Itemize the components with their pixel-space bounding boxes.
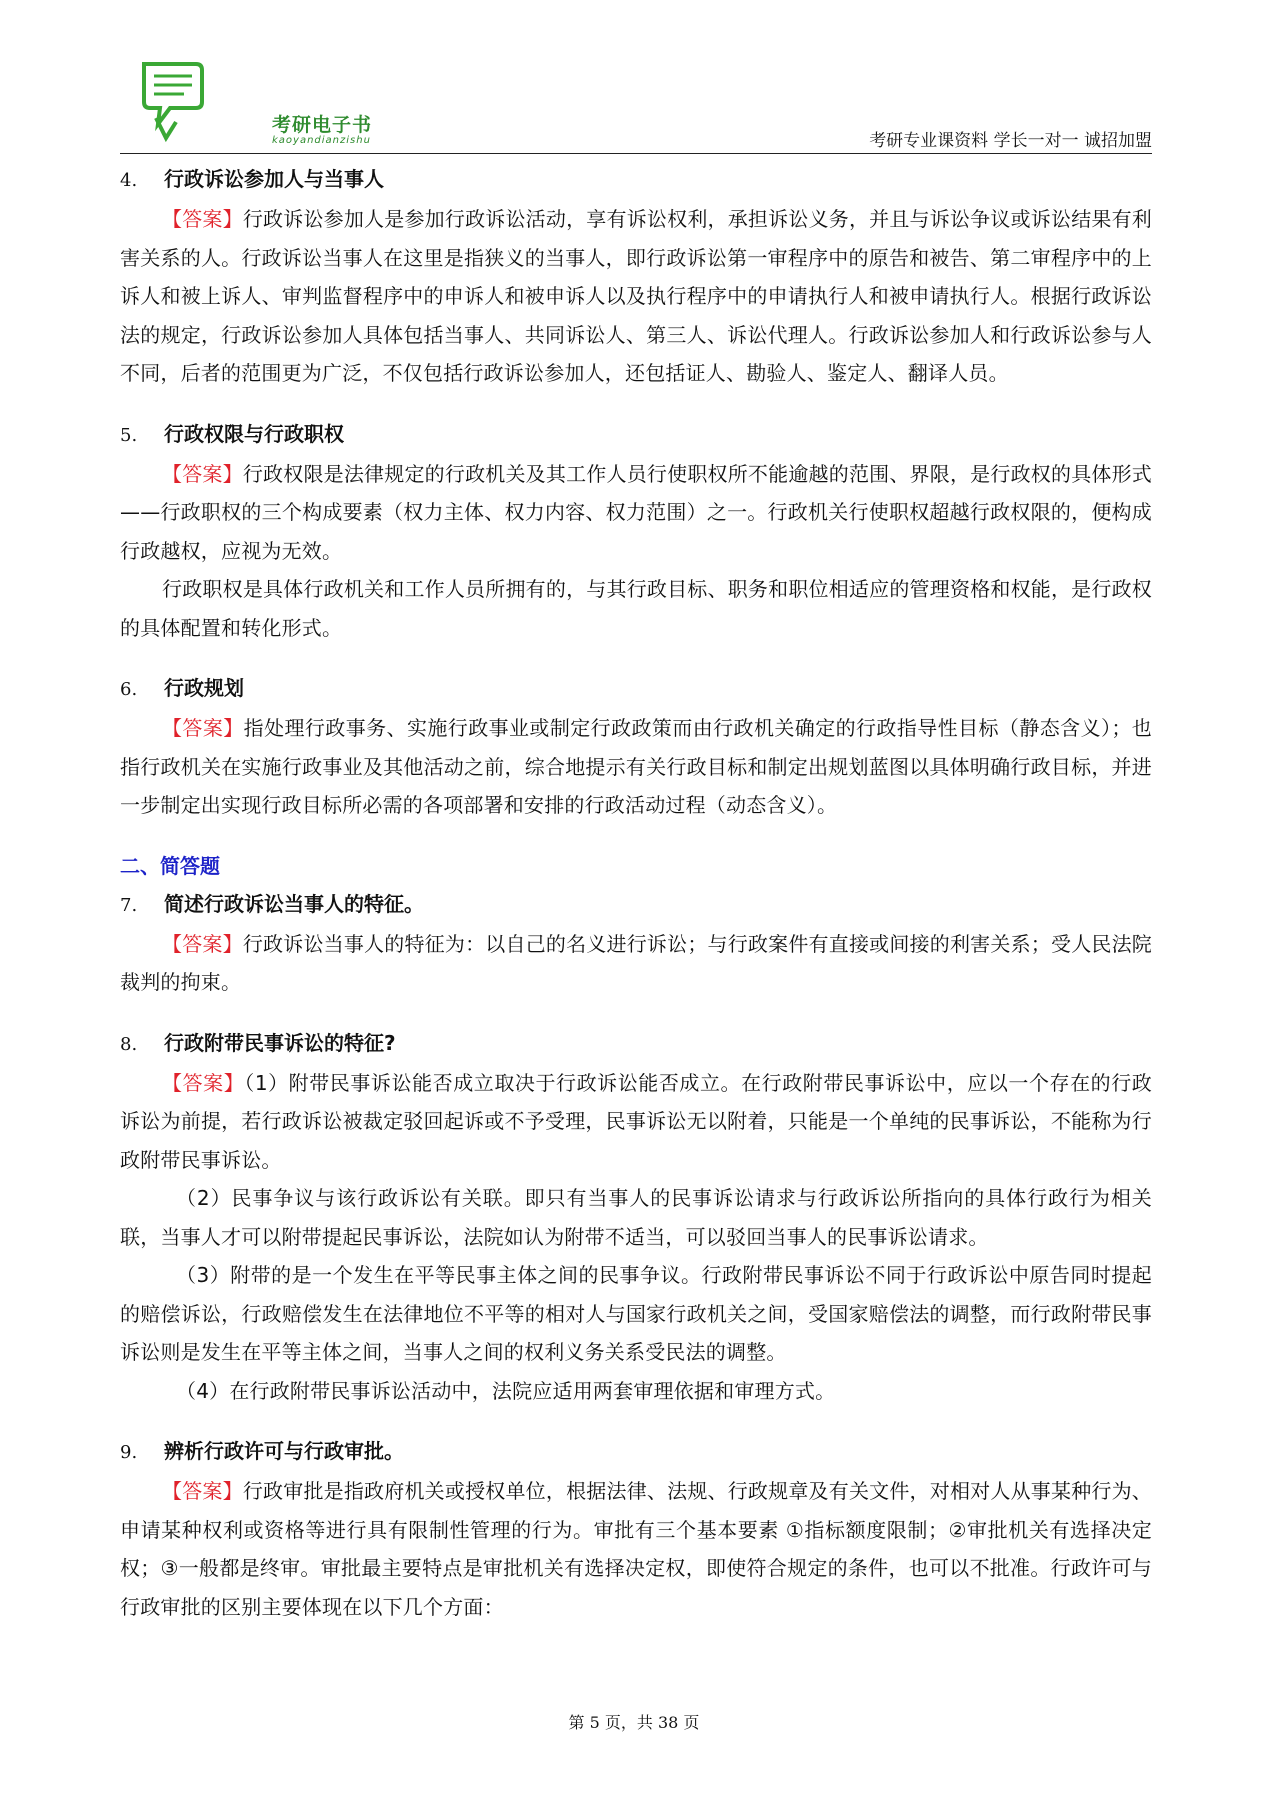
entry-8	[120, 1024, 1152, 1411]
answer-text: 行政审批是指政府机关或授权单位，根据法律、法规、行政规章及有关文件，对相对人从事某种行为、申请某种权利或资格等进行具有限制性管理的行为。审批有三个基本要素 ①指标额度限制；②审批机关有选择决定权；③一般都是终审。审批最主要特点是审批机关有选择决定权，即使符合规定的条件，也可以不批准。行政许可与行政审批的区别主要体现在以下几个方面：	[120, 1479, 1152, 1619]
entry-6	[120, 669, 1152, 825]
entry-4	[120, 160, 1152, 393]
entry-5	[120, 415, 1152, 648]
entry-number: 6.	[120, 679, 138, 700]
entry-number: 5.	[120, 424, 138, 446]
entry-title-text: 行政规划	[164, 676, 244, 700]
header-slogan: 考研专业课资料 学长一对一 诚招加盟	[869, 131, 1152, 151]
entry-title	[120, 669, 1152, 709]
answer-text: （1）附带民事诉讼能否成立取决于行政诉讼能否成立。在行政附带民事诉讼中，应以一个存在的行政诉讼为前提，若行政诉讼被裁定驳回起诉或不予受理，民事诉讼无以附着，只能是一个单纯的民事诉讼，不能称为行政附带民事诉讼。	[120, 1070, 1152, 1172]
answer-label: 【答案】	[162, 1070, 245, 1095]
answer-text: 行政权限是法律规定的行政机关及其工作人员行使职权所不能逾越的范围、界限，是行政权的具体形式——行政职权的三个构成要素（权力主体、权力内容、权力范围）之一。行政机关行使职权超越行政权限的，便构成行政越权，应视为无效。	[120, 461, 1152, 563]
entry-title-text: 辨析行政许可与行政审批。	[164, 1439, 404, 1463]
page-header	[120, 40, 1152, 158]
answer-paragraph	[120, 200, 1152, 393]
answer-text: 行政诉讼当事人的特征为：以自己的名义进行诉讼；与行政案件有直接或间接的利害关系；受人民法院裁判的拘束。	[120, 931, 1152, 994]
header-divider	[120, 153, 1152, 154]
logo-en: kaoyandianzishu	[272, 135, 371, 146]
answer-paragraph	[120, 1472, 1152, 1626]
answer-text: 指处理行政事务、实施行政事业或制定行政政策而由行政机关确定的行政指导性目标（静态含义）；也指行政机关在实施行政事业及其他活动之前，综合地提示有关行政目标和制定出规划蓝图以具体明确行政目标，并进一步制定出实现行政目标所必需的各项部署和安排的行政活动过程（动态含义）。	[120, 716, 1152, 817]
entry-number: 7.	[120, 894, 138, 916]
answer-label: 【答案】	[162, 931, 243, 956]
page-footer: 第 5 页，共 38 页	[568, 1713, 700, 1732]
answer-label: 【答案】	[162, 1479, 243, 1503]
answer-paragraph	[120, 455, 1152, 571]
answer-label: 【答案】	[162, 207, 243, 231]
entry-title	[120, 1024, 1152, 1064]
entry-title	[120, 1432, 1152, 1472]
logo-cn: 考研电子书	[272, 114, 373, 136]
entry-9	[120, 1432, 1152, 1626]
page-content	[120, 160, 1152, 1648]
answer-paragraph	[120, 925, 1152, 1002]
entry-title-text: 行政诉讼参加人与当事人	[164, 167, 384, 191]
entry-title	[120, 160, 1152, 200]
answer-paragraph: （4）在行政附带民事诉讼活动中，法院应适用两套审理依据和审理方式。	[176, 1378, 836, 1403]
section-heading: 二、简答题	[120, 853, 220, 878]
logo-icon	[136, 58, 256, 154]
entry-number: 9.	[120, 1442, 138, 1463]
entry-number: 4.	[120, 170, 138, 191]
entry-title	[120, 415, 1152, 455]
entry-title-text: 行政附带民事诉讼的特征?	[164, 1030, 396, 1055]
entry-title	[120, 885, 1152, 925]
entry-title-text: 行政权限与行政职权	[164, 421, 344, 446]
answer-paragraph: （2）民事争议与该行政诉讼有关联。即只有当事人的民事诉讼请求与行政诉讼所指向的具体行政行为相关联，当事人才可以附带提起民事诉讼，法院如认为附带不适当，可以驳回当事人的民事诉讼请求。	[120, 1186, 1152, 1249]
answer-paragraph: 行政职权是具体行政机关和工作人员所拥有的，与其行政目标、职务和职位相适应的管理资格和权能，是行政权的具体配置和转化形式。	[120, 577, 1152, 640]
answer-label: 【答案】	[162, 716, 244, 740]
answer-paragraph	[120, 1064, 1152, 1180]
entry-number: 8.	[120, 1033, 138, 1055]
entry-7	[120, 885, 1152, 1002]
answer-label: 【答案】	[162, 461, 243, 486]
answer-text: 行政诉讼参加人是参加行政诉讼活动，享有诉讼权利，承担诉讼义务，并且与诉讼争议或诉讼结果有利害关系的人。行政诉讼当事人在这里是指狭义的当事人，即行政诉讼第一审程序中的原告和被告、第二审程序中的上诉人和被上诉人、审判监督程序中的申诉人和被申诉人以及执行程序中的申请执行人和被申请执行人。根据行政诉讼法的规定，行政诉讼参加人具体包括当事人、共同诉讼人、第三人、诉讼代理人。行政诉讼参加人和行政诉讼参与人不同，后者的范围更为广泛，不仅包括行政诉讼参加人，还包括证人、勘验人、鉴定人、翻译人员。	[120, 207, 1152, 385]
answer-paragraph	[120, 709, 1152, 825]
logo-wordmark	[272, 110, 372, 146]
answer-paragraph: （3）附带的是一个发生在平等民事主体之间的民事争议。行政附带民事诉讼不同于行政诉讼中原告同时提起的赔偿诉讼，行政赔偿发生在法律地位不平等的相对人与国家行政机关之间，受国家赔偿法的调整，而行政附带民事诉讼则是发生在平等主体之间，当事人之间的权利义务关系受民法的调整。	[120, 1263, 1152, 1364]
entry-title-text: 简述行政诉讼当事人的特征。	[164, 891, 424, 916]
